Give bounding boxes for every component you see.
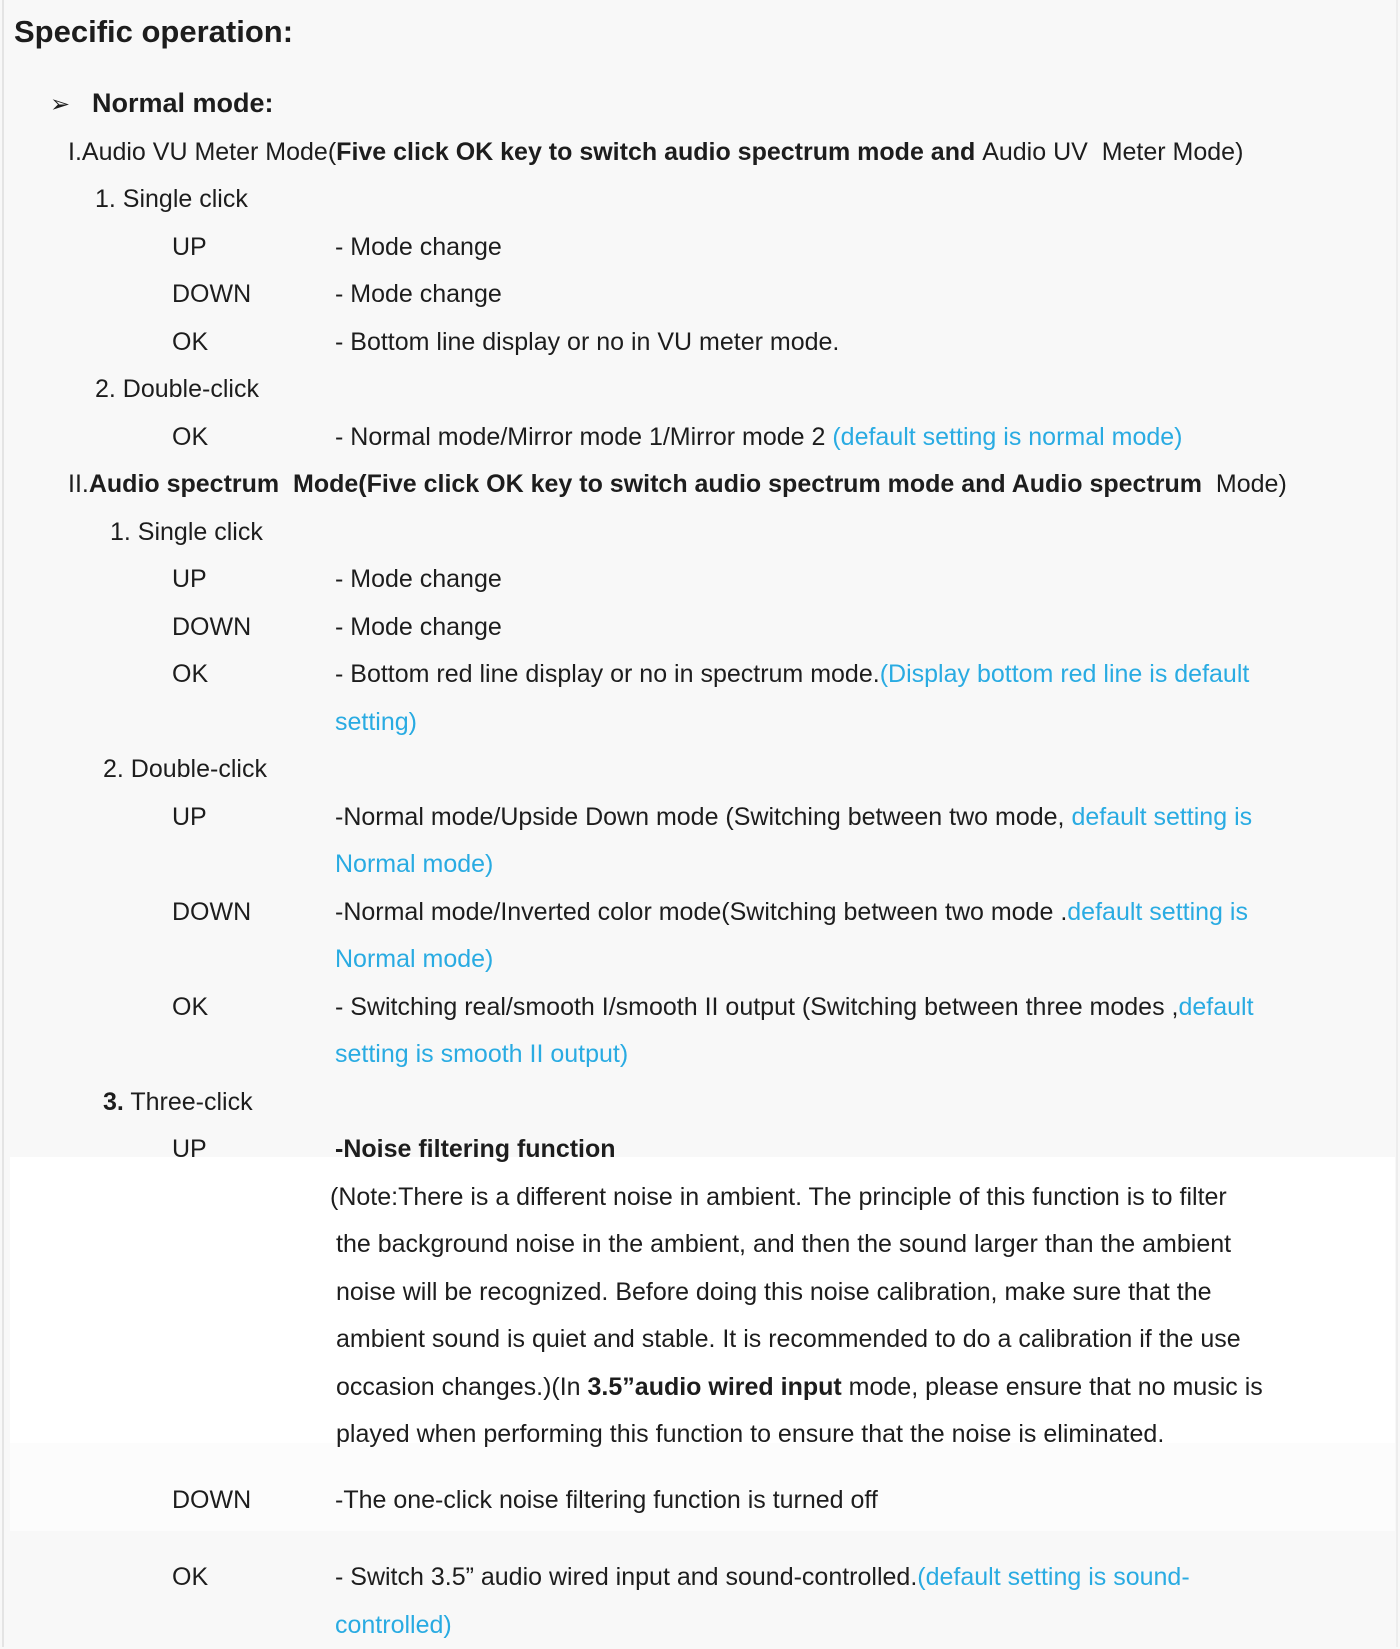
action-key-label: OK bbox=[0, 319, 335, 367]
description-line bbox=[335, 1554, 1400, 1602]
action-key-label: OK bbox=[0, 651, 335, 699]
click-count-heading bbox=[0, 509, 1400, 557]
action-key-label: DOWN bbox=[0, 604, 335, 652]
spacer bbox=[0, 1459, 1400, 1477]
action-key-label: OK bbox=[0, 414, 335, 462]
description-line bbox=[335, 841, 1400, 889]
click-count-heading bbox=[0, 1079, 1400, 1127]
action-key-label: DOWN bbox=[0, 889, 335, 937]
action-row bbox=[0, 414, 1400, 462]
emphasis-text: Audio spectrum Mode(Five click OK key to switch audio spectrum mode and Audio spectrum bbox=[89, 470, 1202, 498]
default-setting-text: controlled) bbox=[335, 1611, 452, 1639]
page-title bbox=[0, 6, 1400, 58]
emphasis-text: Specific operation: bbox=[14, 14, 293, 49]
action-description bbox=[335, 224, 1400, 272]
action-description bbox=[335, 271, 1400, 319]
default-setting-text: default setting is bbox=[1071, 803, 1252, 831]
action-key-label: OK bbox=[0, 984, 335, 1032]
body-text: ambient sound is quiet and stable. It is recommended to do a calibration if the use bbox=[336, 1325, 1241, 1353]
description-line bbox=[335, 699, 1400, 747]
body-text: noise will be recognized. Before doing this noise calibration, make sure that the bbox=[336, 1278, 1212, 1306]
body-text: -Normal mode/Upside Down mode (Switching between two mode, bbox=[335, 803, 1071, 831]
default-setting-text: Normal mode) bbox=[335, 945, 493, 973]
body-text: - Bottom red line display or no in spectrum mode. bbox=[335, 660, 880, 688]
click-count-heading bbox=[0, 366, 1400, 414]
default-setting-text: default bbox=[1178, 993, 1253, 1021]
action-row bbox=[0, 271, 1400, 319]
action-row bbox=[0, 604, 1400, 652]
action-description bbox=[335, 414, 1400, 462]
action-row bbox=[0, 319, 1400, 367]
section-bullet bbox=[0, 80, 1400, 129]
body-text: - Normal mode/Mirror mode 1/Mirror mode 2 bbox=[335, 423, 832, 451]
body-text: -Normal mode/Inverted color mode(Switching between two mode . bbox=[335, 898, 1067, 926]
body-text: - Bottom line display or no in VU meter mode. bbox=[335, 328, 839, 356]
description-line bbox=[335, 794, 1400, 842]
action-description bbox=[335, 319, 1400, 367]
description-line bbox=[335, 1126, 1400, 1174]
action-row bbox=[0, 889, 1400, 984]
action-row bbox=[0, 794, 1400, 889]
note-line bbox=[330, 1174, 1400, 1222]
body-text: 2. Double-click bbox=[95, 375, 259, 403]
action-key-label: UP bbox=[0, 794, 335, 842]
action-description bbox=[335, 1554, 1400, 1649]
body-text: played when performing this function to ensure that the noise is eliminated. bbox=[336, 1420, 1164, 1448]
mode-heading bbox=[0, 461, 1400, 509]
body-text: - Mode change bbox=[335, 280, 502, 308]
note-line bbox=[330, 1221, 1400, 1269]
body-text: 1. Single click bbox=[110, 518, 263, 546]
body-text: Mode) bbox=[1202, 470, 1287, 498]
body-text: Three-click bbox=[124, 1088, 253, 1116]
description-line bbox=[335, 1602, 1400, 1649]
body-text: occasion changes.)(In bbox=[336, 1373, 588, 1401]
mode-heading bbox=[0, 129, 1400, 177]
description-line bbox=[335, 604, 1400, 652]
body-text: (Note:There is a different noise in ambient. The principle of this function is to filter bbox=[330, 1183, 1227, 1211]
default-setting-text: (default setting is normal mode) bbox=[832, 423, 1182, 451]
emphasis-text: 3.5”audio wired input bbox=[588, 1373, 842, 1401]
action-row bbox=[0, 1126, 1400, 1174]
action-row bbox=[0, 651, 1400, 746]
default-setting-text: setting is smooth II output) bbox=[335, 1040, 628, 1068]
body-text: - Mode change bbox=[335, 613, 502, 641]
spacer bbox=[0, 1524, 1400, 1554]
emphasis-text: -Noise filtering function bbox=[335, 1135, 616, 1163]
action-key-label: DOWN bbox=[0, 1477, 335, 1525]
description-line bbox=[335, 984, 1400, 1032]
description-line bbox=[335, 1031, 1400, 1079]
body-text: -The one-click noise filtering function is turned off bbox=[335, 1486, 878, 1514]
description-line bbox=[335, 556, 1400, 604]
action-description bbox=[335, 1126, 1400, 1174]
note-paragraph bbox=[0, 1174, 1400, 1459]
note-line bbox=[330, 1411, 1400, 1459]
emphasis-text: 3. bbox=[103, 1088, 124, 1116]
description-line bbox=[335, 319, 1400, 367]
body-text: - Switch 3.5” audio wired input and sound-controlled. bbox=[335, 1563, 917, 1591]
action-row bbox=[0, 1477, 1400, 1525]
description-line bbox=[335, 414, 1400, 462]
note-line bbox=[330, 1364, 1400, 1412]
action-row bbox=[0, 1554, 1400, 1649]
body-text: I.Audio VU Meter Mode( bbox=[68, 138, 336, 166]
emphasis-text: Normal mode: bbox=[92, 88, 274, 118]
click-count-heading bbox=[0, 176, 1400, 224]
default-setting-text: (default setting is sound- bbox=[917, 1563, 1189, 1591]
action-row bbox=[0, 556, 1400, 604]
action-description bbox=[335, 889, 1400, 984]
action-key-label: UP bbox=[0, 224, 335, 272]
note-line bbox=[330, 1269, 1400, 1317]
body-text: II. bbox=[68, 470, 89, 498]
description-line bbox=[335, 651, 1400, 699]
body-text: Audio UV Meter Mode) bbox=[982, 138, 1243, 166]
description-line bbox=[335, 224, 1400, 272]
description-line bbox=[335, 936, 1400, 984]
action-key-label: OK bbox=[0, 1554, 335, 1602]
action-description bbox=[335, 651, 1400, 746]
description-line bbox=[335, 889, 1400, 937]
emphasis-text: Five click OK key to switch audio spectrum mode and bbox=[336, 138, 982, 166]
body-text: 1. Single click bbox=[95, 185, 248, 213]
arrow-bullet-icon: ➢ bbox=[50, 81, 92, 129]
action-description bbox=[335, 984, 1400, 1079]
default-setting-text: Normal mode) bbox=[335, 850, 493, 878]
action-key-label: UP bbox=[0, 556, 335, 604]
description-line bbox=[335, 271, 1400, 319]
body-text: - Mode change bbox=[335, 565, 502, 593]
body-text: 2. Double-click bbox=[103, 755, 267, 783]
action-row bbox=[0, 984, 1400, 1079]
default-setting-text: setting) bbox=[335, 708, 417, 736]
note-line bbox=[330, 1316, 1400, 1364]
action-row bbox=[0, 224, 1400, 272]
action-key-label: DOWN bbox=[0, 271, 335, 319]
body-text: - Mode change bbox=[335, 233, 502, 261]
action-description bbox=[335, 556, 1400, 604]
body-text: mode, please ensure that no music is bbox=[842, 1373, 1263, 1401]
body-text: - Switching real/smooth I/smooth II output (Switching between three modes , bbox=[335, 993, 1178, 1021]
body-text: the background noise in the ambient, and then the sound larger than the ambient bbox=[336, 1230, 1231, 1258]
default-setting-text: default setting is bbox=[1067, 898, 1248, 926]
action-key-label: UP bbox=[0, 1126, 335, 1174]
click-count-heading bbox=[0, 746, 1400, 794]
action-description bbox=[335, 794, 1400, 889]
action-description bbox=[335, 604, 1400, 652]
default-setting-text: (Display bottom red line is default bbox=[880, 660, 1250, 688]
action-description bbox=[335, 1477, 1400, 1525]
description-line bbox=[335, 1477, 1400, 1525]
